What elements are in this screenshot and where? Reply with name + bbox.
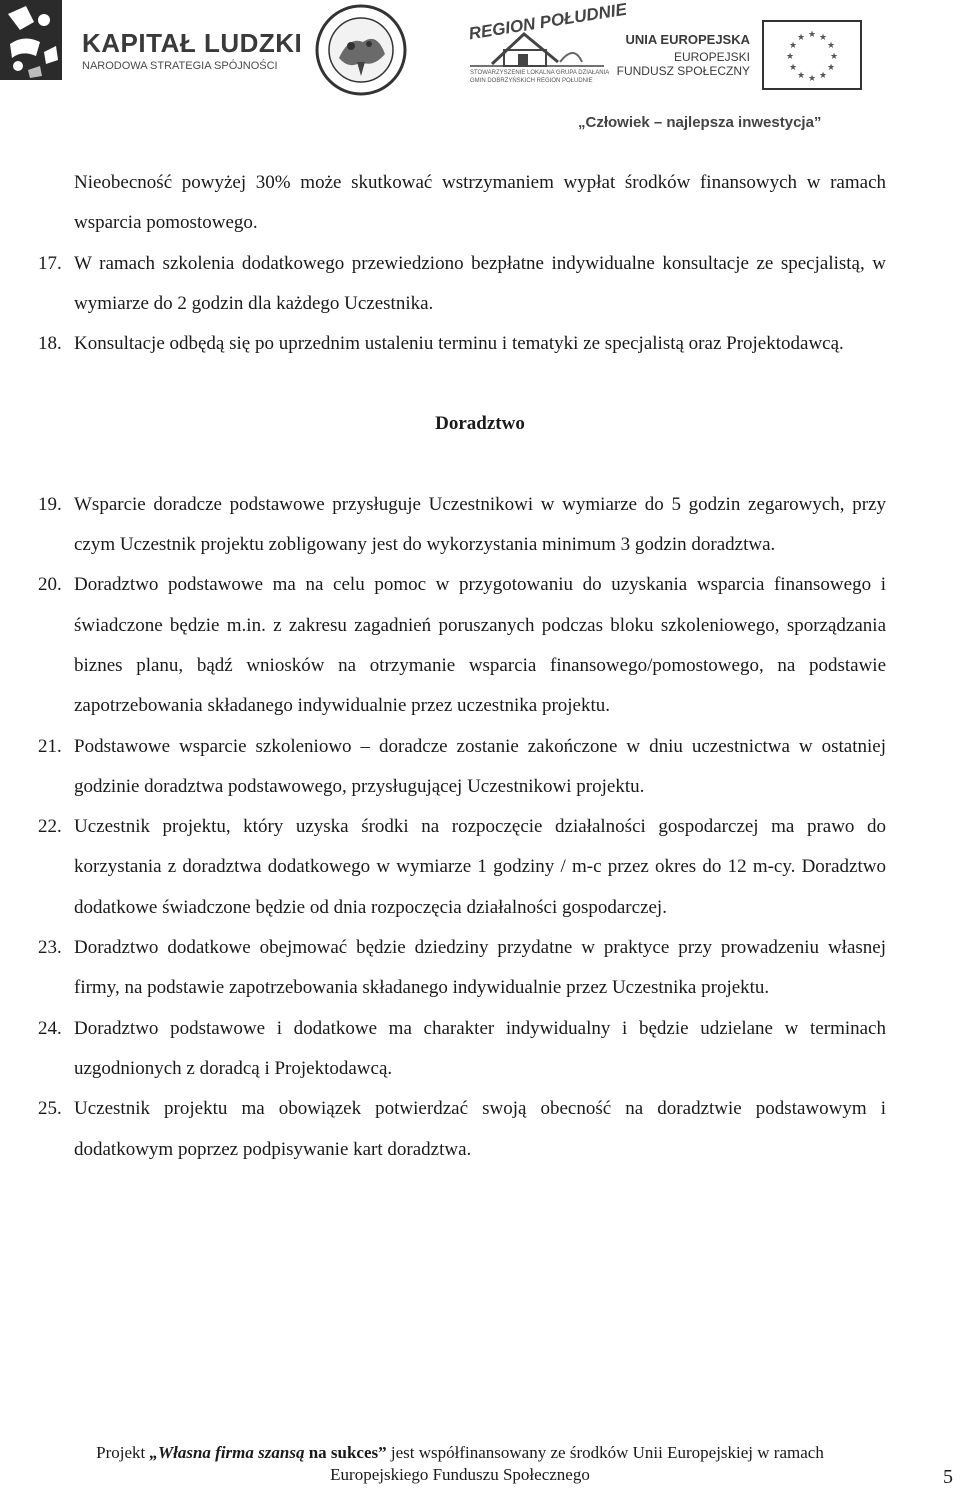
item-text: Uczestnik projektu ma obowiązek potwierdzać swoją obecność na doradztwie podstawowym i dodatkowym poprzez podpisywanie kart doradztwa. xyxy=(74,1098,886,1160)
svg-text:★: ★ xyxy=(796,33,806,43)
seal-emblem-icon xyxy=(305,2,417,98)
eu-fund-line2: FUNDUSZ SPOŁECZNY xyxy=(616,64,750,78)
list-item xyxy=(38,727,886,808)
svg-text:★: ★ xyxy=(807,30,817,40)
intro-paragraph: Nieobecność powyżej 30% może skutkować wstrzymaniem wypłat środków finansowych w ramach wsparcia pomostowego. xyxy=(74,172,886,234)
section-heading: Doradztwo xyxy=(435,413,525,435)
item-number: 22. xyxy=(38,816,62,838)
list-item xyxy=(38,928,886,1009)
svg-text:★: ★ xyxy=(826,41,836,51)
item-text: W ramach szkolenia dodatkowego przewiedziono bezpłatne indywidualne konsultacje ze specjalistą, w wymiarze do 2 godzin dla każdego Uczestnika. xyxy=(74,252,886,314)
list-item xyxy=(38,1009,886,1090)
footer-suffix: jest współfinansowany ze środków Unii Europejskiej w ramach xyxy=(386,1443,824,1462)
item-number: 18. xyxy=(38,333,62,355)
svg-text:★: ★ xyxy=(818,71,828,81)
item-number: 20. xyxy=(38,574,62,596)
svg-text:★: ★ xyxy=(788,41,798,51)
svg-text:★: ★ xyxy=(796,71,806,81)
item-text: Doradztwo podstawowe i dodatkowe ma charakter indywidualny i będzie udzielane w terminach uzgodnionych z doradcą i Projektodawcą. xyxy=(74,1017,886,1079)
kapital-ludzki-subtitle: NARODOWA STRATEGIA SPÓJNOŚCI xyxy=(82,60,278,72)
footer-prefix: Projekt xyxy=(96,1443,150,1462)
list-item xyxy=(38,324,886,364)
list-item xyxy=(38,485,886,566)
region-subtitle-line2: GMIN DOBRZYŃSKICH REGION POŁUDNIE xyxy=(470,78,593,84)
item-number: 23. xyxy=(38,937,62,959)
item-number: 24. xyxy=(38,1017,62,1039)
item-number: 25. xyxy=(38,1098,62,1120)
eu-fund-line1: EUROPEJSKI xyxy=(673,50,750,64)
list-item xyxy=(38,1089,886,1170)
kapital-ludzki-logo xyxy=(0,0,303,85)
region-subtitle-line1: STOWARZYSZENIE LOKALNA GRUPA DZIAŁANIA xyxy=(470,70,610,76)
document-body xyxy=(38,163,886,1170)
footer-project-name: „Własna firma szansą xyxy=(149,1443,309,1462)
region-poludnie-title: REGION POŁUDNIE xyxy=(467,0,629,44)
item-text: Podstawowe wsparcie szkoleniowo – doradcze zostanie zakończone w dniu uczestnictwa w ostatniej godzinie doradztwa podstawowego, przysługującej Uczestnikowi projektu. xyxy=(74,735,886,797)
list-item xyxy=(38,565,886,726)
slogan: „Człowiek – najlepsza inwestycja” xyxy=(578,114,822,131)
item-number: 17. xyxy=(38,252,62,274)
svg-text:★: ★ xyxy=(807,74,817,84)
svg-text:★: ★ xyxy=(818,33,828,43)
item-text: Doradztwo dodatkowe obejmować będzie dziedziny przydatne w praktyce przy prowadzeniu własnej firmy, na podstawie zapotrzebowania składanego indywidualnie przez Uczestnika projektu. xyxy=(74,937,886,999)
eu-logo xyxy=(616,10,862,100)
item-text: Doradztwo podstawowe ma na celu pomoc w przygotowaniu do uzyskania wsparcia finansowego i świadczone będzie m.in. z zakresu zagadnień poruszanych podczas bloku szkoleniowego, sporządzania biznes planu, bądź wniosków na otrzymanie wsparcia finansowego/pomostowego, na podstawie zapotrzebowania składanego indywidualnie przez uczestnika projektu. xyxy=(74,574,886,717)
eu-title: UNIA EUROPEJSKA xyxy=(625,32,750,47)
svg-text:★: ★ xyxy=(829,52,839,62)
svg-text:★: ★ xyxy=(826,63,836,73)
item-text: Wsparcie doradcze podstawowe przysługuje Uczestnikowi w wymiarze do 5 godzin zegarowych, przy czym Uczestnik projektu zobligowany jest do wykorzystania minimum 3 godzin doradztwa. xyxy=(74,493,886,556)
footer-na-sukces: na sukces” xyxy=(308,1443,387,1462)
item-text: Uczestnik projektu, który uzyska środki na rozpoczęcie działalności gospodarczej ma prawo do korzystania z doradztwa dodatkowego w wymiarze 1 godziny / m-c przez okres do 12 m-cy. Doradztwo dodatkowe świadczone będzie od dnia rozpoczęcia działalności gospodarczej. xyxy=(74,816,886,918)
seal-logo xyxy=(305,2,417,98)
list-item xyxy=(38,807,886,928)
list-item xyxy=(38,244,886,325)
item-text: Konsultacje odbędą się po uprzednim ustaleniu terminu i tematyki ze specjalistą oraz Projektodawcą. xyxy=(74,333,844,355)
item-number: 21. xyxy=(38,735,62,757)
item-number: 19. xyxy=(38,493,62,515)
kapital-ludzki-title: KAPITAŁ LUDZKI xyxy=(82,28,303,58)
footer-line1 xyxy=(0,1442,920,1464)
footer-line2: Europejskiego Funduszu Społecznego xyxy=(330,1465,590,1484)
svg-text:★: ★ xyxy=(788,63,798,73)
eu-flag-icon xyxy=(762,20,862,90)
kapital-ludzki-emblem-icon xyxy=(0,0,78,85)
page-number: 5 xyxy=(943,1466,953,1488)
svg-text:★: ★ xyxy=(785,52,795,62)
page-header xyxy=(0,0,960,140)
page-footer xyxy=(0,1442,920,1486)
